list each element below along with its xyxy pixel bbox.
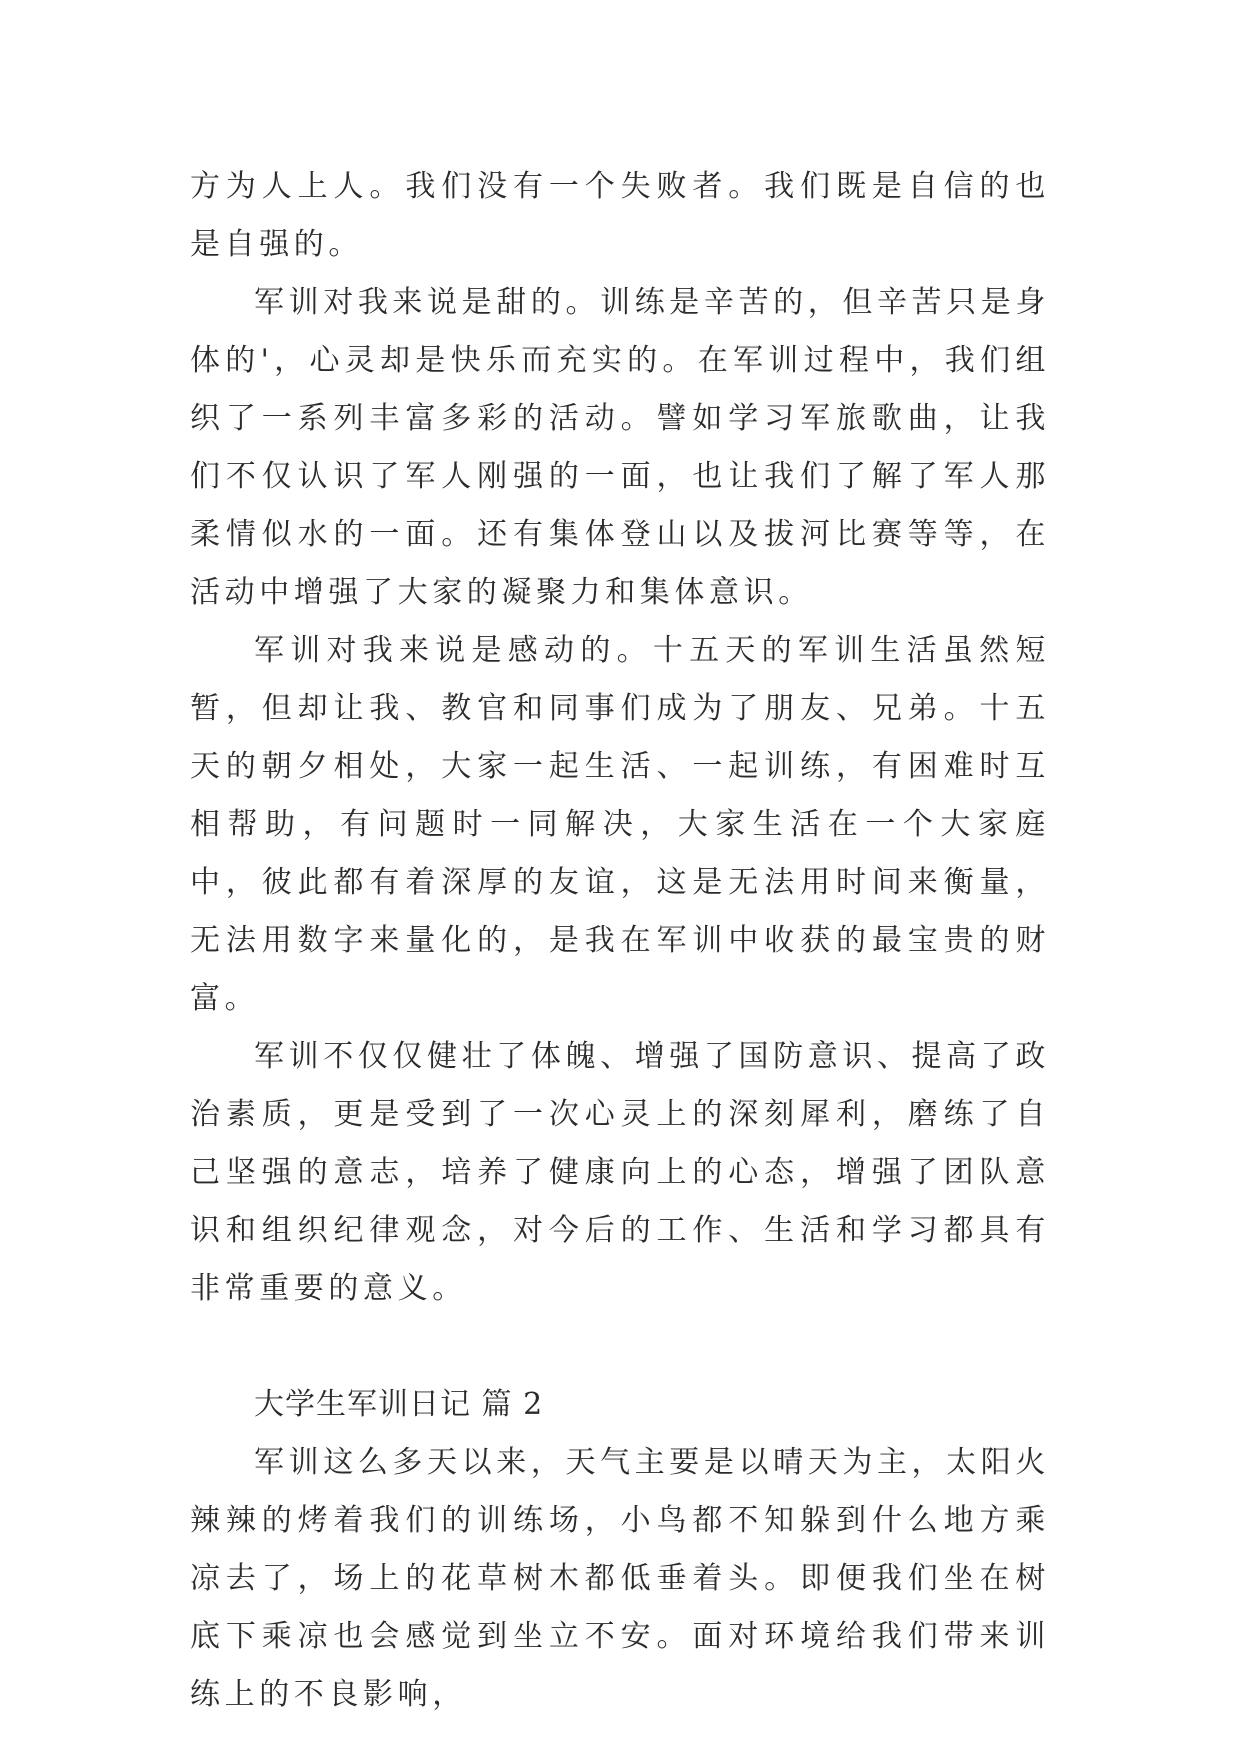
- document-body: [190, 158, 1050, 1724]
- paragraph-continuation: 方为人上人。我们没有一个失败者。我们既是自信的也是自强的。: [190, 169, 1050, 262]
- paragraph-sweet: 军训对我来说是甜的。训练是辛苦的，但辛苦只是身体的'，心灵却是快乐而充实的。在军训过程中，我们组织了一系列丰富多彩的活动。譬如学习军旅歌曲，让我们不仅认识了军人刚强的一面，也让我们了解了军人那柔情似水的一面。还有集体登山以及拔河比赛等等，在活动中增强了大家的凝聚力和集体意识。: [190, 285, 1050, 610]
- section-gap: [190, 1318, 1050, 1376]
- paragraph-significance: 军训不仅仅健壮了体魄、增强了国防意识、提高了政治素质，更是受到了一次心灵上的深刻犀利，磨练了自己坚强的意志，培养了健康向上的心态，增强了团队意识和组织纪律观念，对今后的工作、生活和学习都具有非常重要的意义。: [190, 1039, 1050, 1306]
- paragraph-weather: 军训这么多天以来，天气主要是以晴天为主，太阳火辣辣的烤着我们的训练场，小鸟都不知躲到什么地方乘凉去了，场上的花草树木都低垂着头。即便我们坐在树底下乘凉也会感觉到坐立不安。面对环境给我们带来训练上的不良影响，: [190, 1445, 1050, 1712]
- paragraph-moving: 军训对我来说是感动的。十五天的军训生活虽然短暂，但却让我、教官和同事们成为了朋友、兄弟。十五天的朝夕相处，大家一起生活、一起训练，有困难时互相帮助，有问题时一同解决，大家生活在一个大家庭中，彼此都有着深厚的友谊，这是无法用时间来衡量，无法用数字来量化的，是我在军训中收获的最宝贵的财富。: [190, 633, 1050, 1016]
- section-heading: 大学生军训日记 篇 2: [254, 1387, 544, 1422]
